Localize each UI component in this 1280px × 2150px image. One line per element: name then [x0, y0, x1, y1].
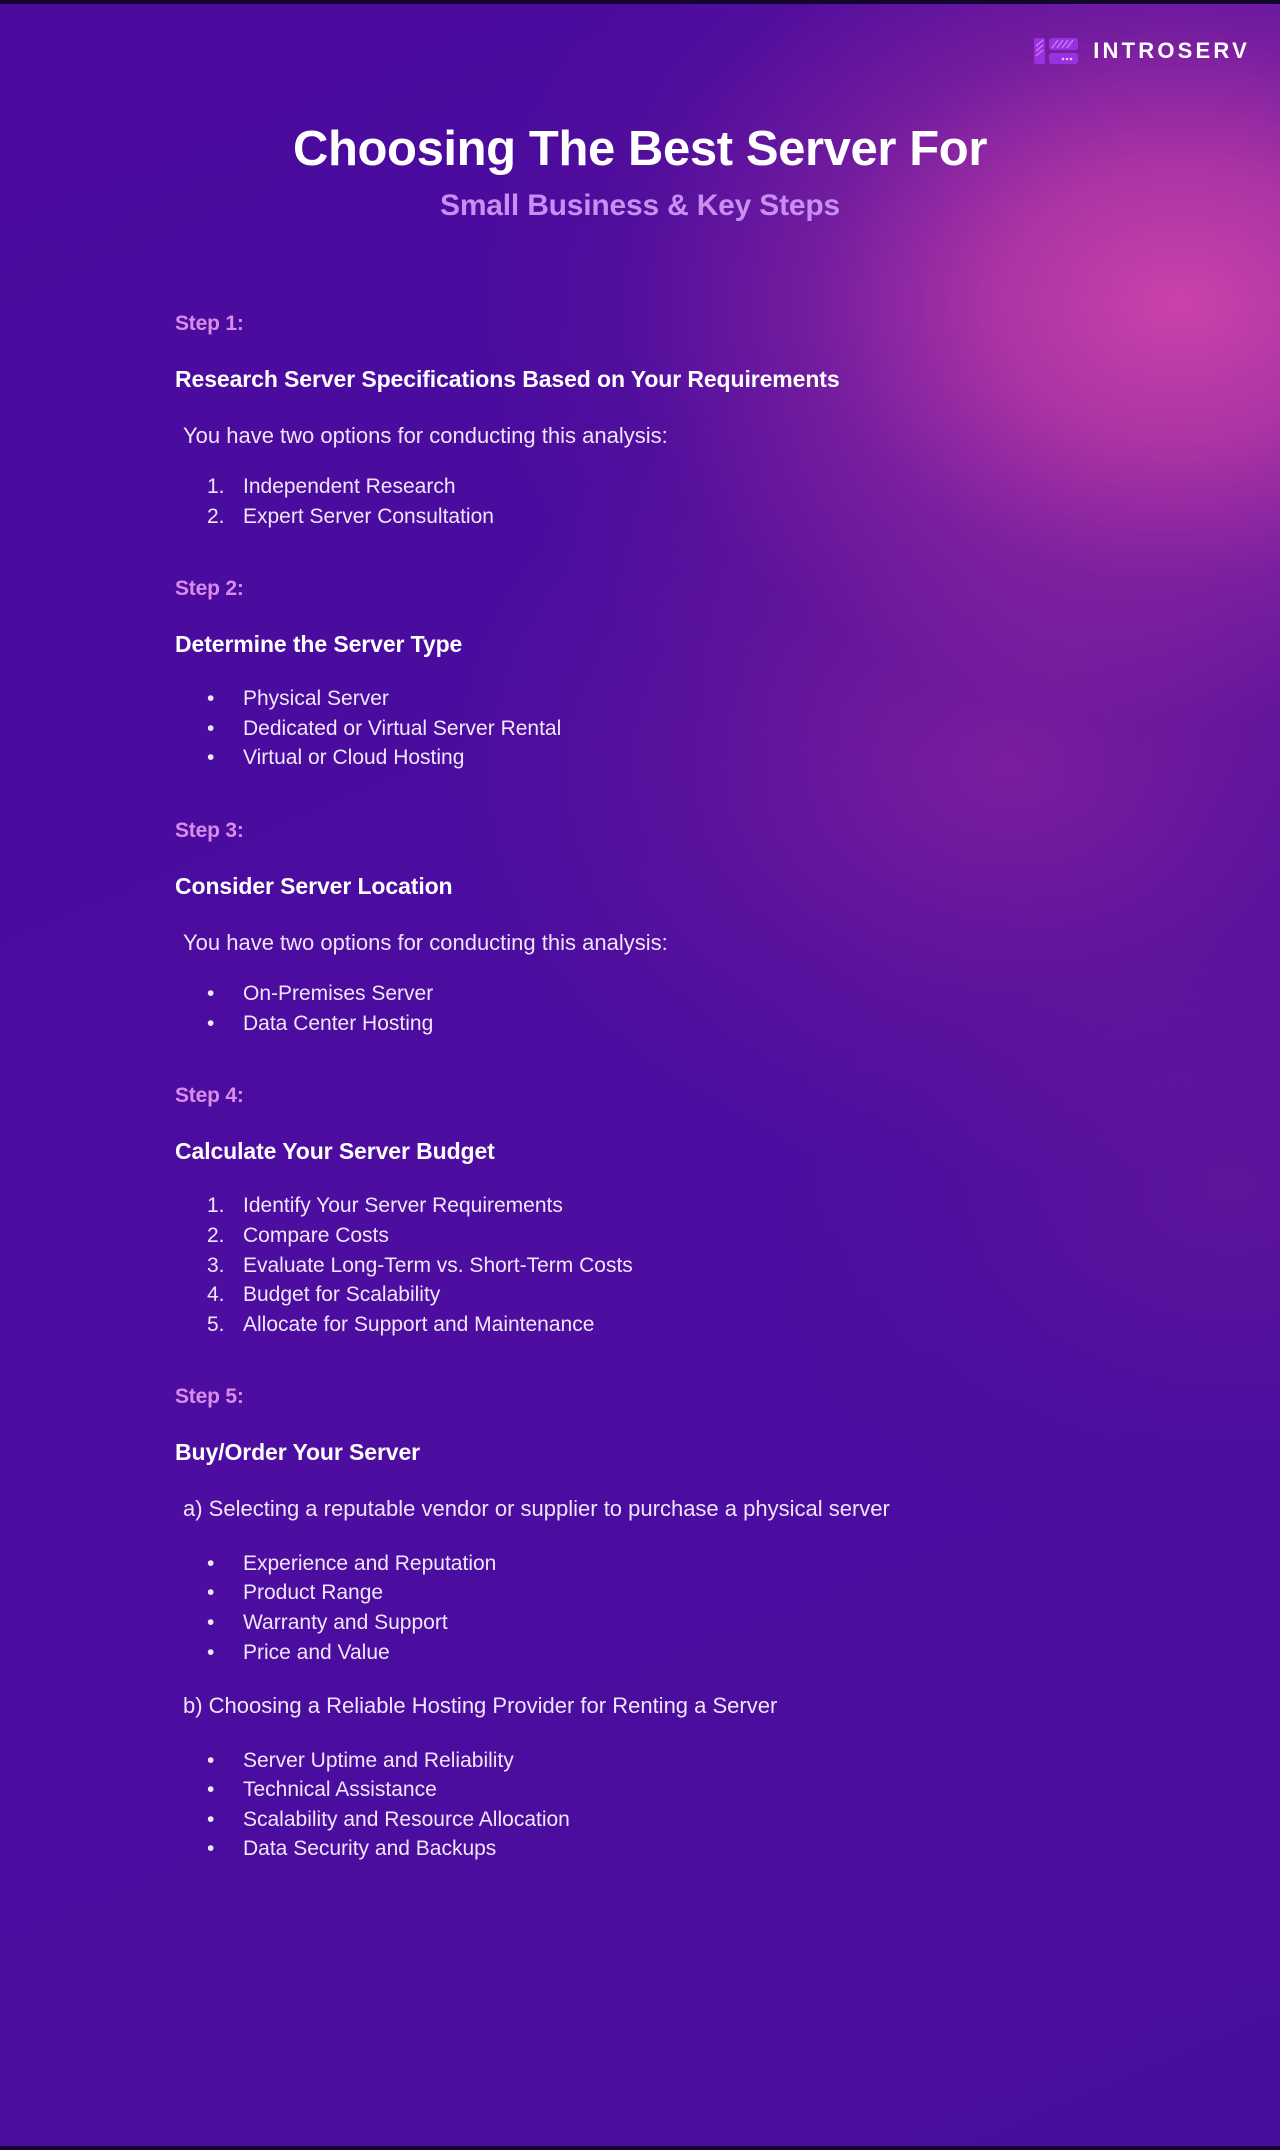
- list-item-label: Compare Costs: [243, 1223, 389, 1247]
- step-5-section-a-text: a) Selecting a reputable vendor or supplier to purchase a physical server: [183, 1496, 890, 1522]
- list-marker: •: [207, 1837, 215, 1861]
- step-4-list: [207, 1193, 1185, 1337]
- list-item-label: Data Security and Backups: [243, 1837, 497, 1861]
- spacer: [175, 1040, 1185, 1084]
- spacer: [175, 533, 1185, 577]
- spacer: [175, 1341, 1185, 1385]
- list-item-label: Allocate for Support and Maintenance: [243, 1312, 595, 1336]
- list-marker: 1.: [207, 475, 225, 499]
- list-marker: •: [207, 1807, 215, 1831]
- list-item: [207, 1223, 1185, 1249]
- list-marker: 2.: [207, 504, 225, 528]
- step-2: [175, 577, 1185, 771]
- step-1-intro: You have two options for conducting this analysis:: [183, 423, 668, 448]
- list-item: [207, 1282, 1185, 1308]
- list-marker: •: [207, 716, 215, 740]
- list-marker: 5.: [207, 1312, 225, 1336]
- list-marker: •: [207, 1551, 215, 1575]
- server-rack-icon: [1033, 34, 1079, 68]
- infographic-canvas: [0, 4, 1280, 2146]
- list-marker: •: [207, 1011, 215, 1035]
- spacer: [175, 775, 1185, 819]
- list-item-label: Server Uptime and Reliability: [243, 1748, 514, 1772]
- list-marker: •: [207, 1610, 215, 1634]
- step-1-list: [207, 474, 1185, 529]
- step-1-heading: Research Server Specifications Based on Your Requirements: [175, 366, 840, 392]
- brand-logo: [1033, 34, 1250, 68]
- list-marker: 1.: [207, 1194, 225, 1218]
- step-3-list: [207, 981, 1185, 1036]
- step-3-label: Step 3:: [175, 819, 244, 843]
- steps-container: [175, 312, 1185, 1866]
- step-2-heading: Determine the Server Type: [175, 631, 463, 658]
- step-1: [175, 312, 1185, 529]
- spacer: [175, 1669, 1185, 1691]
- list-item: [207, 1640, 1185, 1666]
- list-item-label: On-Premises Server: [243, 982, 434, 1006]
- list-marker: •: [207, 1778, 215, 1802]
- list-item: [207, 745, 1185, 771]
- list-item: [207, 686, 1185, 712]
- list-item-label: Dedicated or Virtual Server Rental: [243, 716, 562, 740]
- step-4-heading: Calculate Your Server Budget: [175, 1138, 495, 1165]
- list-item-label: Evaluate Long-Term vs. Short-Term Costs: [243, 1253, 633, 1277]
- list-marker: 2.: [207, 1223, 225, 1247]
- list-item: [207, 1551, 1185, 1577]
- list-item: [207, 1807, 1185, 1833]
- page-title: Choosing The Best Server For: [293, 122, 987, 176]
- list-item: [207, 1312, 1185, 1338]
- list-marker: 3.: [207, 1253, 225, 1277]
- list-item-label: Price and Value: [243, 1640, 390, 1664]
- list-item: [207, 1580, 1185, 1606]
- step-3-intro: You have two options for conducting this analysis:: [183, 930, 668, 956]
- step-5-section-b-text: b) Choosing a Reliable Hosting Provider for Renting a Server: [183, 1693, 778, 1719]
- step-2-list: [207, 686, 1185, 771]
- list-marker: •: [207, 746, 215, 770]
- list-item-label: Scalability and Resource Allocation: [243, 1807, 570, 1831]
- list-marker: •: [207, 687, 215, 711]
- step-5-label: Step 5:: [175, 1385, 244, 1409]
- step-4: [175, 1084, 1185, 1337]
- step-3-heading: Consider Server Location: [175, 873, 453, 900]
- list-item: [207, 1777, 1185, 1803]
- list-marker: •: [207, 1748, 215, 1772]
- list-item-label: Experience and Reputation: [243, 1551, 497, 1575]
- list-item-label: Product Range: [243, 1581, 384, 1605]
- step-5: [175, 1385, 1185, 1862]
- list-item: [207, 474, 1185, 500]
- list-marker: 4.: [207, 1283, 225, 1307]
- list-item: [207, 1011, 1185, 1037]
- page-subtitle: Small Business & Key Steps: [440, 188, 840, 222]
- bottom-edge-strip: [0, 2146, 1280, 2150]
- brand-name: INTROSERV: [1093, 38, 1250, 63]
- list-item-label: Budget for Scalability: [243, 1283, 441, 1307]
- list-item: [207, 1748, 1185, 1774]
- list-item: [207, 1610, 1185, 1636]
- list-marker: •: [207, 1640, 215, 1664]
- list-item: [207, 1193, 1185, 1219]
- list-item: [207, 1253, 1185, 1279]
- step-5-section-a-list: [207, 1551, 1185, 1665]
- step-5-heading: Buy/Order Your Server: [175, 1439, 421, 1466]
- list-item: [207, 1836, 1185, 1862]
- step-5-section-b-list: [207, 1748, 1185, 1862]
- list-marker: •: [207, 982, 215, 1006]
- list-marker: •: [207, 1581, 215, 1605]
- list-item-label: Expert Server Consultation: [243, 504, 494, 528]
- list-item-label: Independent Research: [243, 475, 456, 499]
- step-2-label: Step 2:: [175, 577, 244, 601]
- list-item-label: Warranty and Support: [243, 1610, 448, 1634]
- list-item-label: Virtual or Cloud Hosting: [243, 746, 465, 770]
- list-item-label: Technical Assistance: [243, 1778, 437, 1802]
- list-item-label: Identify Your Server Requirements: [243, 1194, 563, 1218]
- list-item: [207, 716, 1185, 742]
- title-block: [0, 122, 1280, 223]
- list-item-label: Data Center Hosting: [243, 1011, 434, 1035]
- list-item-label: Physical Server: [243, 687, 389, 711]
- step-3: [175, 819, 1185, 1036]
- list-item: [207, 504, 1185, 530]
- step-1-label: Step 1:: [175, 312, 244, 335]
- step-4-label: Step 4:: [175, 1084, 244, 1108]
- list-item: [207, 981, 1185, 1007]
